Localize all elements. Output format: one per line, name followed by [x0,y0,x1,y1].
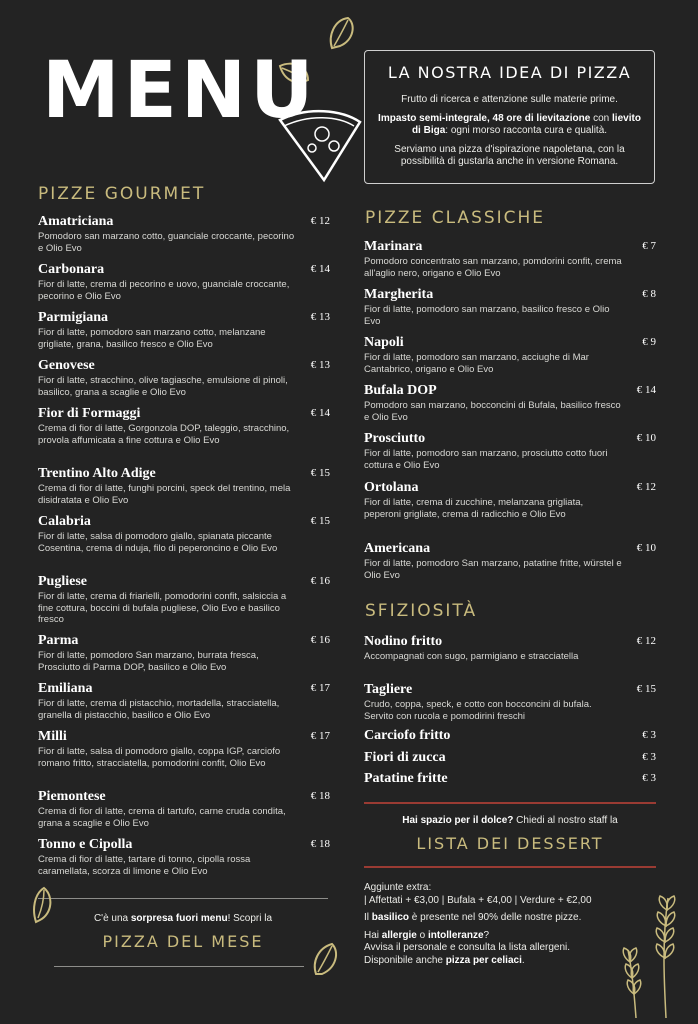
menu-item [38,633,330,673]
menu-item-price: € 12 [636,635,656,647]
menu-item-description: Fior di latte, pomodoro san marzano, acciughe di Mar Cantabrico, origano e Olio Evo [364,352,589,375]
menu-item-description: Fior di latte, salsa di pomodoro giallo, coppa IGP, carciofo romano fritto, stracciatella, pomodorini confit, Olio Evo [38,746,281,769]
menu-item-price: € 18 [310,790,330,802]
menu-item-description: Crema di fior di latte, tartare di tonno, cipolla rossa caramellata, scorza di limone e Olio Evo [38,854,251,877]
menu-item [364,239,656,279]
menu-item-price: € 12 [310,215,330,227]
intro-title: LA NOSTRA IDEA DI PIZZA [387,63,632,82]
menu-item [364,431,656,471]
divider [54,966,304,967]
menu-item-name: Milli [38,729,67,744]
menu-item-name: Bufala DOP [364,383,437,398]
menu-item [38,681,330,721]
leaf-doodle-icon [326,14,360,54]
menu-item-price: € 13 [310,311,330,323]
menu-item-name: Nodino fritto [364,634,443,649]
menu-item [38,466,330,506]
menu-item-description: Fior di latte, crema di pistacchio, mortadella, stracciatella, granella di pistacchio, basilico e Olio Evo [38,698,280,721]
menu-item-price: € 14 [310,263,330,275]
menu-item-name: Calabria [38,514,91,529]
menu-item-price: € 16 [310,575,330,587]
intro-text-3: Serviamo una pizza d'ispirazione napoletana, con la possibilità di gustarla anche in versione Romana. [394,143,625,167]
menu-item [38,729,330,769]
menu-item [38,358,330,398]
menu-item-description: Crudo, coppa, speck, e cotto con bocconcini di bufala. Servito con rucola e pomodirini freschi [364,699,592,722]
menu-item-description: Fior di latte, pomodoro San marzano, patatine fritte, würstel e Olio Evo [364,558,622,581]
menu-item [38,262,330,302]
menu-item-name: Prosciutto [364,431,426,446]
menu-item-name: Margherita [364,287,434,302]
basil-note: Il basilico è presente nel 90% delle nostre pizze. [364,912,582,923]
menu-item-price: € 17 [310,730,330,742]
menu-item [38,837,330,877]
allergy-note: Hai allergie o intolleranze? [364,929,490,941]
extras-line: | Affettati + €3,00 | Bufala + €4,00 | Verdure + €2,00 [364,894,592,906]
section-title-classiche: PIZZE CLASSICHE [365,208,546,228]
leaf-doodle-icon [310,940,344,980]
menu-item-name: Marinara [364,239,423,254]
menu-item-name: Carciofo fritto [364,728,451,743]
section-title-sfiziosita: SFIZIOSITÀ [365,601,478,621]
menu-item-name: Fiori di zucca [364,750,446,765]
menu-item-name: Tonno e Cipolla [38,837,133,852]
extras-label: Aggiunte extra: [364,882,432,893]
divider [38,898,328,899]
menu-item [364,480,656,520]
menu-item-name: Parmigiana [38,310,108,325]
menu-item-price: € 8 [642,288,656,300]
menu-item-price: € 13 [310,359,330,371]
menu-item-price: € 14 [310,407,330,419]
menu-item-description: Fior di latte, pomodoro san marzano cotto, melanzane grigliate, grana, basilico fresco e Olio Evo [38,327,266,350]
menu-item-name: Parma [38,633,79,648]
menu-item [364,383,656,423]
wheat-icon [616,890,692,1020]
menu-item-name: Amatriciana [38,214,114,229]
menu-item-description: Fior di latte, pomodoro San marzano, burrata fresca, Prosciutto di Parma DOP, basilico e Olio Evo [38,650,259,673]
menu-item-price: € 10 [636,432,656,444]
menu-item-price: € 7 [642,240,656,252]
menu-item-price: € 15 [636,683,656,695]
menu-item [364,634,656,663]
menu-item [364,335,656,375]
menu-item-price: € 15 [310,515,330,527]
menu-item-description: Fior di latte, pomodoro san marzano, prosciutto cotto fuori cottura e Olio Evo [364,448,608,471]
menu-item [38,214,330,254]
menu-item-description: Pomodoro san marzano cotto, guanciale croccante, pecorino e Olio Evo [38,231,295,254]
menu-item [364,682,656,722]
menu-item-name: Trentino Alto Adige [38,466,156,481]
surprise-text: C'è una sorpresa fuori menu! Scopri la [93,913,273,924]
dessert-text: Hai spazio per il dolce? Chiedi al nostro staff la [402,815,618,826]
menu-item-price: € 12 [636,481,656,493]
menu-item-description: Fior di latte, crema di zucchine, melanzana grigliata, peperoni grigliate, crema di radicchio e Olio Evo [364,497,584,520]
menu-item-description: Pomodoro concentrato san marzano, pomdorini confit, crema all'aglio nero, origano e Olio Evo [364,256,622,279]
menu-item-description: Accompagnati con sugo, parmigiano e stracciatella [364,651,579,662]
menu-item-name: Americana [364,541,431,556]
menu-item-name: Piemontese [38,789,106,804]
menu-item-description: Fior di latte, pomodoro san marzano, basilico fresco e Olio Evo [364,304,610,327]
menu-item-price: € 17 [310,682,330,694]
intro-text-1: Frutto di ricerca e attenzione sulle materie prime. [401,94,618,105]
allergy-note-2: Avvisa il personale e consulta la lista allergeni. [364,942,571,953]
menu-item-description: Fior di latte, stracchino, olive tagiasche, emulsione di pinoli, basilico, grana a scaglie e Olio Evo [38,375,288,398]
menu-item [38,310,330,350]
celiac-note: Disponibile anche pizza per celiaci. [364,954,525,966]
menu-item [364,287,656,327]
menu-item-price: € 16 [310,634,330,646]
menu-item [38,514,330,554]
menu-item-description: Fior di latte, crema di friarielli, pomodorini confit, salsiccia a fine cottura, boccini di bufala pugliese, Olio Evo e basilico fresco [38,591,287,625]
menu-item-price: € 3 [642,772,656,784]
menu-item-name: Pugliese [38,574,87,589]
dessert-list-title: LISTA DEI DESSERT [416,834,604,853]
menu-item-price: € 14 [636,384,656,396]
menu-item-description: Fior di latte, salsa di pomodoro giallo, spianata piccante Cosentina, crema di nduja, filo di peperoncino e Olio Evo [38,531,278,554]
menu-item-description: Crema di fior di latte, funghi porcini, speck del trentino, mela disidratata e Olio Evo [38,483,291,506]
menu-item-name: Genovese [38,358,95,373]
menu-item [38,789,330,829]
menu-item-name: Patatine fritte [364,771,448,786]
menu-item-name: Napoli [364,335,404,350]
intro-box [364,50,655,184]
menu-item-price: € 10 [636,542,656,554]
menu-item-description: Fior di latte, crema di pecorino e uovo, guanciale croccante, pecorino e Olio Evo [38,279,290,302]
menu-item-price: € 15 [310,467,330,479]
menu-item [364,541,656,581]
menu-item-price: € 3 [642,729,656,741]
menu-item-name: Ortolana [364,480,419,495]
pizza-del-mese-title: PIZZA DEL MESE [102,932,264,951]
menu-item-name: Emiliana [38,681,93,696]
menu-item-price: € 18 [310,838,330,850]
menu-item-description: Pomodoro san marzano, bocconcini di Bufala, basilico fresco e Olio Evo [364,400,621,423]
menu-item [364,750,656,766]
menu-item-name: Carbonara [38,262,105,277]
menu-item [364,771,656,787]
menu-item [38,574,330,626]
menu-item-name: Tagliere [364,682,413,697]
section-title-gourmet: PIZZE GOURMET [38,184,206,204]
menu-item-price: € 9 [642,336,656,348]
menu-item-description: Crema di fior di latte, crema di tartufo, carne cruda condita, grana a scaglie e Olio Evo [38,806,286,829]
menu-item-price: € 3 [642,751,656,763]
menu-item-name: Fior di Formaggi [38,406,141,421]
divider [364,866,656,868]
page-title: MENU [42,46,318,136]
divider [364,802,656,804]
menu-item-description: Crema di fior di latte, Gorgonzola DOP, taleggio, stracchino, provola affumicata a fine cottura e Olio Evo [38,423,290,446]
intro-text-2: Impasto semi-integrale, 48 ore di lievitazione con lievito di Biga: ogni morso racconta cura e qualità. [378,112,641,136]
menu-item [38,406,330,446]
menu-item [364,728,656,744]
